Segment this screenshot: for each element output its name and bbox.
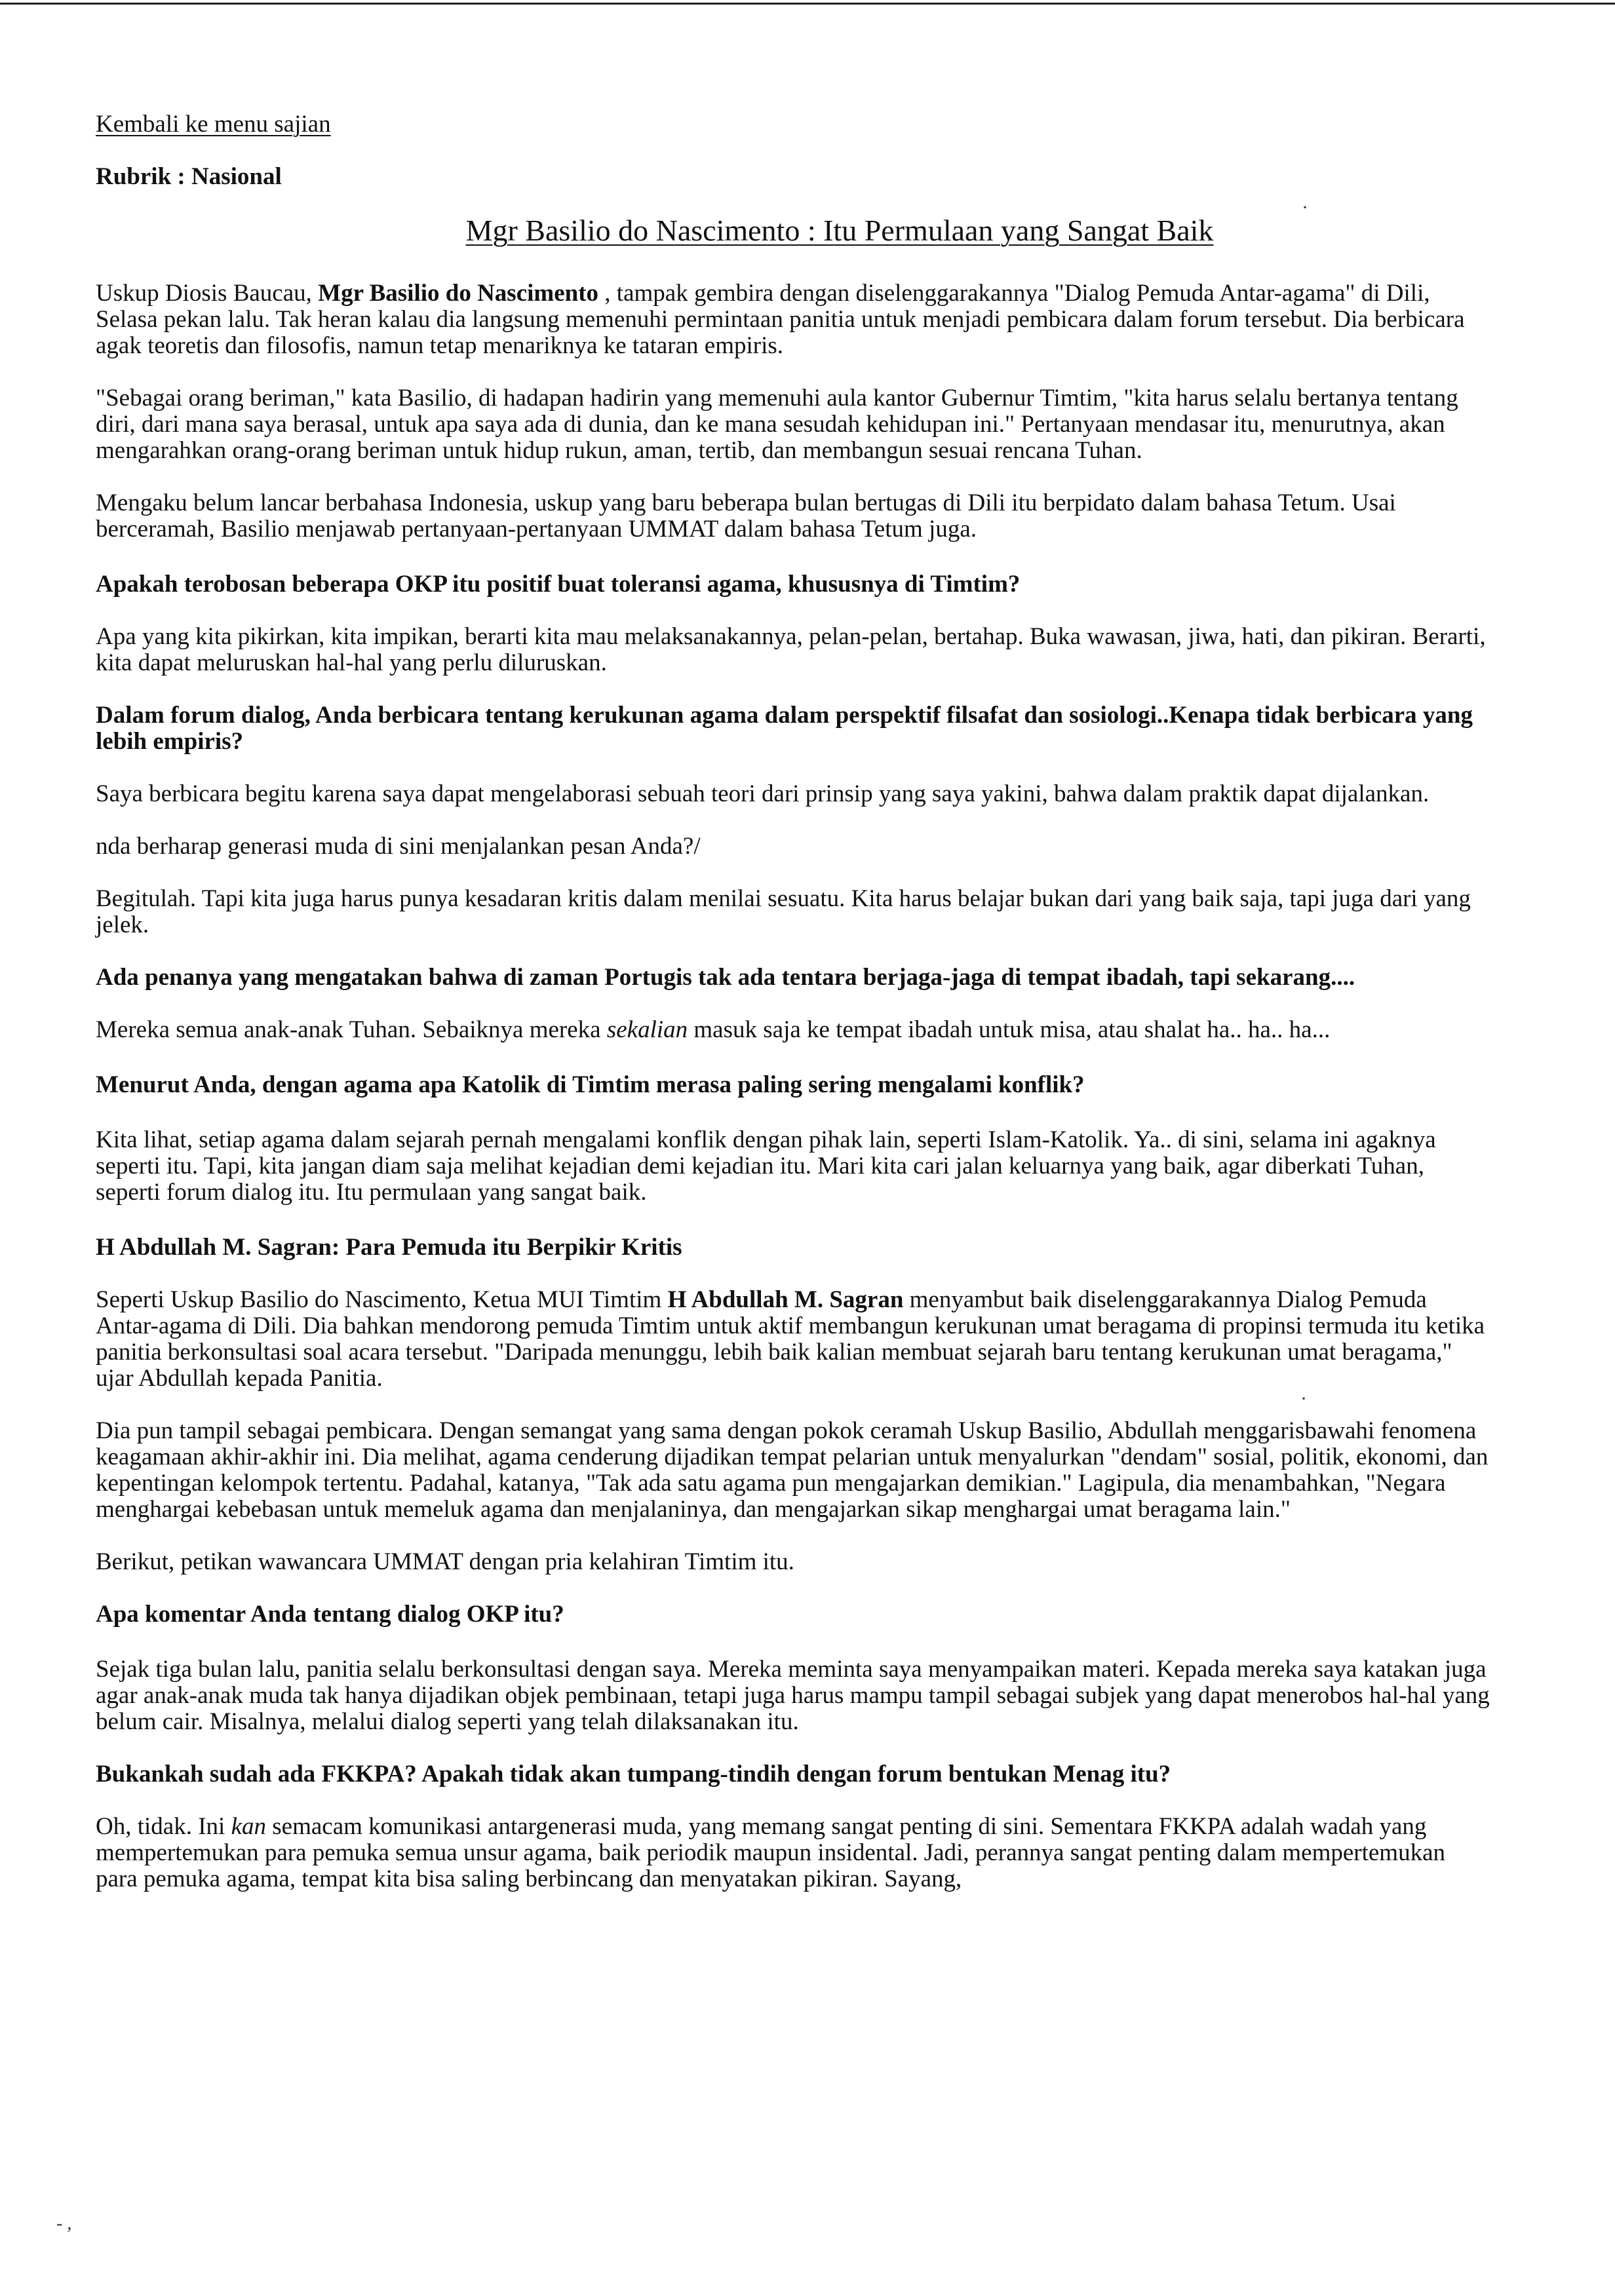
back-to-menu-link[interactable]: Kembali ke menu sajian [96,111,331,138]
answer-text: Mereka semua anak-anak Tuhan. Sebaiknya mereka [96,1016,607,1043]
interview-question: Apa komentar Anda tentang dialog OKP itu? [96,1601,564,1628]
interview-question: Apakah terobosan beberapa OKP itu positif buat toleransi agama, khususnya di Timtim? [96,571,1021,598]
emphasis-text: sekalian [606,1016,688,1043]
article-paragraph: Berikut, petikan wawancara UMMAT dengan pria kelahiran Timtim itu. [96,1548,794,1575]
interview-answer [96,1814,1492,1892]
interview-answer: Begitulah. Tapi kita juga harus punya kesadaran kritis dalam menilai sesuatu. Kita harus belajar bukan dari yang baik saja, tapi juga dari yang jelek. [96,885,1471,938]
scan-speck: · [1302,197,1308,218]
article-paragraph [96,1287,1492,1392]
interview-question: Ada penanya yang mengatakan bahwa di zaman Portugis tak ada tentara berjaga-jaga di tempat ibadah, tapi sekarang.... [96,964,1355,991]
interview-answer: Kita lihat, setiap agama dalam sejarah pernah mengalami konflik dengan pihak lain, seperti Islam-Katolik. Ya.. di sini, selama ini agaknya seperti itu. Tapi, kita jangan diam saja melihat kejadian demi kejadian itu. Mari kita cari jalan keluarnya yang baik, agar diberkati Tuhan, seperti forum dialog itu. Itu permulaan yang sangat baik. [96,1126,1436,1206]
article-paragraph: Mengaku belum lancar berbahasa Indonesia, uskup yang baru beberapa bulan bertugas di Dili itu berpidato dalam bahasa Tetum. Usai berceramah, Basilio menjawab pertanyaan-pertanyaan UMMAT dalam bahasa Tetum juga. [96,489,1396,543]
article-headline [96,214,1492,248]
paragraph-text: Uskup Diosis Baucau, [96,280,319,307]
interview-question: Bukankah sudah ada FKKPA? Apakah tidak akan tumpang-tindih dengan forum bentukan Menag itu? [96,1761,1171,1788]
answer-text: masuk saja ke tempat ibadah untuk misa, atau shalat ha.. ha.. ha... [688,1016,1331,1043]
interview-answer: Apa yang kita pikirkan, kita impikan, berarti kita mau melaksanakannya, pelan-pelan, bertahap. Buka wawasan, jiwa, hati, dan pikiran. Berarti, kita dapat meluruskan hal-hal yang perlu diluruskan. [96,623,1486,676]
interview-answer: Sejak tiga bulan lalu, panitia selalu berkonsultasi dengan saya. Mereka meminta saya menyampaikan materi. Kepada mereka saya katakan juga agar anak-anak muda tak hanya dijadikan objek pembinaan, tetapi juga harus mampu tampil sebagai subjek yang dapat menerobos hal-hal yang belum cair. Misalnya, melalui dialog seperti yang telah dilaksanakan itu. [96,1656,1490,1735]
headline-text: Mgr Basilio do Nascimento : Itu Permulaan yang Sangat Baik [465,214,1214,247]
person-name: H Abdullah M. Sagran [667,1286,904,1313]
interview-answer [96,1017,1492,1043]
interview-question-plain: nda berharap generasi muda di sini menjalankan pesan Anda?/ [96,833,701,860]
rubric-label: Rubrik : Nasional [96,163,282,190]
article-paragraph: "Sebagai orang beriman," kata Basilio, di hadapan hadirin yang memenuhi aula kantor Gubernur Timtim, "kita harus selalu bertanya tentang diri, dari mana saya berasal, untuk apa saya ada di dunia, dan ke mana sesudah kehidupan ini." Pertanyaan mendasar itu, menurutnya, akan mengarahkan orang-orang beriman untuk hidup rukun, aman, tertib, dan membangun sesuai rencana Tuhan. [96,385,1458,464]
interview-question: Dalam forum dialog, Anda berbicara tentang kerukunan agama dalam perspektif filsafat dan sosiologi..Kenapa tidak berbicara yang lebih empiris? [96,702,1473,755]
interview-question: Menurut Anda, dengan agama apa Katolik di Timtim merasa paling sering mengalami konflik? [96,1071,1085,1098]
answer-text: semacam komunikasi antargenerasi muda, yang memang sangat penting di sini. Sementara FKKPA adalah wadah yang mempertemukan para pemuka semua unsur agama, baik periodik maupun insidental. Jadi, perannya sangat penting dalam mempertemukan para pemuka agama, tempat kita bisa saling berbincang dan menyatakan pikiran. Sayang, [96,1813,1446,1892]
section-subheading: H Abdullah M. Sagran: Para Pemuda itu Berpikir Kritis [96,1234,682,1261]
paragraph-text: Seperti Uskup Basilio do Nascimento, Ketua MUI Timtim [96,1286,668,1313]
article-paragraph [96,280,1492,359]
emphasis-text: kan [231,1813,266,1840]
paragraph-text: , tampak gembira dengan diselenggarakannya "Dialog Pemuda Antar-agama" di Dili, Selasa pekan lalu. Tak heran kalau dia langsung memenuhi permintaan panitia untuk menjadi pembicara dalam forum tersebut. Dia berbicara agak teoretis dan filosofis, namun tetap menariknya ke tataran empiris. [96,280,1465,359]
scan-speck: · [1300,1388,1307,1409]
scan-top-rule [0,3,1615,5]
article-paragraph: Dia pun tampil sebagai pembicara. Dengan semangat yang sama dengan pokok ceramah Uskup Basilio, Abdullah menggarisbawahi fenomena keagamaan akhir-akhir ini. Dia melihat, agama cenderung dijadikan tempat pelarian untuk menyalurkan "dendam" sosial, politik, ekonomi, dan kepentingan kelompok tertentu. Padahal, katanya, "Tak ada satu agama pun mengajarkan demikian." Lagipula, dia menambahkan, "Negara menghargai kebebasan untuk memeluk agama dan menjalaninya, dan mengajarkan sikap menghargai umat beragama lain." [96,1417,1489,1523]
interview-answer: Saya berbicara begitu karena saya dapat mengelaborasi sebuah teori dari prinsip yang saya yakini, bahwa dalam praktik dapat dijalankan. [96,780,1430,807]
paragraph-text: menyambut baik diselenggarakannya Dialog Pemuda Antar-agama di Dili. Dia bahkan mendorong pemuda Timtim untuk aktif membangun kerukunan umat beragama di propinsi termuda itu ketika panitia berkonsultasi soal acara tersebut. "Daripada menunggu, lebih baik kalian membuat sejarah baru tentang kerukunan umat beragama," ujar Abdullah kepada Panitia. [96,1286,1485,1392]
person-name: Mgr Basilio do Nascimento [318,280,599,307]
page-footer-mark: - , [56,2213,72,2234]
answer-text: Oh, tidak. Ini [96,1813,231,1840]
document-page [96,111,1492,1919]
